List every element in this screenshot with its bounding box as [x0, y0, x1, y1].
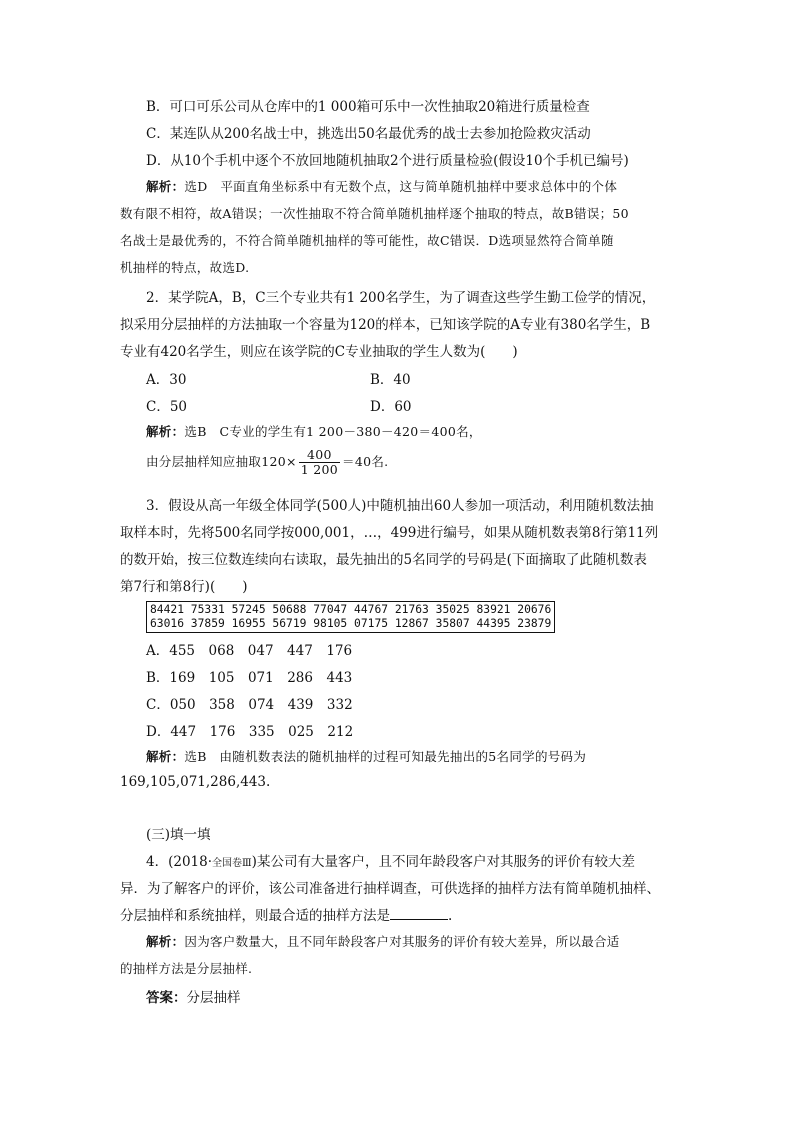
- q3-stem-line3: 的数开始，按三位数连续向右读取，最先抽出的5名同学的号码是(下面摘取了此随机数表: [120, 552, 647, 568]
- q3-analysis-line1: 解析：选B 由随机数表法的随机抽样的过程可知最先抽出的5名同学的号码为: [146, 749, 587, 764]
- q4-stem-line2: 异．为了解客户的评价，该公司准备进行抽样调查，可供选择的抽样方法有简单随机抽样、: [120, 881, 660, 897]
- analysis-label: 解析：: [146, 179, 185, 194]
- q1-analysis-line3: 名战士是最优秀的，不符合简单随机抽样的等可能性，故C错误．D选项显然符合简单随: [120, 233, 614, 248]
- q2-stem-line1: 2．某学院A，B，C三个专业共有1 200名学生，为了调查这些学生勤工俭学的情况，: [146, 290, 656, 306]
- analysis-label: 解析：: [146, 934, 185, 949]
- q3-stem-line2: 取样本时，先将500名同学按000,001，…，499进行编号，如果从随机数表第8行第11列: [120, 525, 659, 541]
- q1-analysis-line2: 数有限不相符，故A错误；一次性抽取不符合简单随机抽样逐个抽取的特点，故B错误；50: [120, 206, 629, 221]
- analysis-label: 解析：: [146, 749, 185, 764]
- q4-analysis-line1: 解析：因为客户数量大，且不同年龄段客户对其服务的评价有较大差异，所以最合适: [146, 934, 620, 949]
- answer-label: 答案：: [146, 990, 187, 1006]
- exam-source: 全国卷Ⅲ: [212, 858, 252, 869]
- q3-option-c: C．050 358 074 439 332: [146, 697, 353, 713]
- q4-analysis-line2: 的抽样方法是分层抽样.: [120, 961, 253, 976]
- q2-analysis-line1: 解析：选B C专业的学生有1 200－380－420＝400名，: [146, 424, 482, 439]
- random-table-row-7: 84421 75331 57245 50688 77047 44767 21763 35025 83921 20676: [150, 603, 552, 616]
- section-title: (三)填一填: [146, 827, 211, 843]
- q2-stem-line2: 拟采用分层抽样的方法抽取一个容量为120的样本，已知该学院的A专业有380名学生，B: [120, 317, 651, 333]
- q1-analysis-line1: 解析：选D 平面直角坐标系中有无数个点，这与简单随机抽样中要求总体中的个体: [146, 179, 618, 194]
- q1-analysis-line4: 机抽样的特点，故选D.: [120, 260, 250, 275]
- q3-option-b: B．169 105 071 286 443: [146, 670, 353, 686]
- q3-stem-line4: 第7行和第8行)( ): [120, 579, 248, 595]
- q3-option-d: D．447 176 335 025 212: [146, 724, 354, 740]
- q4-stem-line3: 分层抽样和系统抽样，则最合适的抽样方法是 .: [120, 908, 453, 924]
- fraction-numerator: 400: [299, 448, 340, 463]
- random-table-row-8: 63016 37859 16955 56719 98105 07175 12867 35807 44395 23879: [150, 617, 552, 630]
- q1-option-d: D．从10个手机中逐个不放回地随机抽取2个进行质量检验(假设10个手机已编号): [146, 153, 629, 169]
- q2-option-d: D．60: [370, 399, 412, 415]
- q2-analysis-line2: 由分层抽样知应抽取120× $\frac{400}{1 200}$ ＝40名.: [146, 447, 389, 477]
- answer-blank: [390, 907, 448, 920]
- q1-option-b: B．可口可乐公司从仓库中的1 000箱可乐中一次性抽取20箱进行质量检查: [146, 99, 590, 115]
- random-number-table: [146, 601, 555, 633]
- q3-stem-line1: 3．假设从高一年级全体同学(500人)中随机抽出60人参加一项活动，利用随机数法抽: [146, 498, 654, 514]
- q3-option-a: A．455 068 047 447 176: [146, 643, 353, 659]
- q2-option-b: B．40: [370, 372, 411, 388]
- q2-option-a: A．30: [146, 372, 187, 388]
- q3-analysis-line2: 169,105,071,286,443.: [120, 774, 271, 790]
- fraction-denominator: 1 200: [300, 462, 339, 477]
- q4-stem-line1: 4．(2018·全国卷Ⅲ)某公司有大量客户，且不同年龄段客户对其服务的评价有较大差: [146, 854, 635, 870]
- q4-answer: 答案：分层抽样: [146, 990, 241, 1006]
- fraction: [299, 448, 340, 477]
- q2-option-c: C．50: [146, 399, 188, 415]
- analysis-label: 解析：: [146, 424, 185, 439]
- q2-stem-line3: 专业有420名学生，则应在该学院的C专业抽取的学生人数为( ): [120, 344, 518, 360]
- q1-option-c: C．某连队从200名战士中，挑选出50名最优秀的战士去参加抢险救灾活动: [146, 126, 591, 142]
